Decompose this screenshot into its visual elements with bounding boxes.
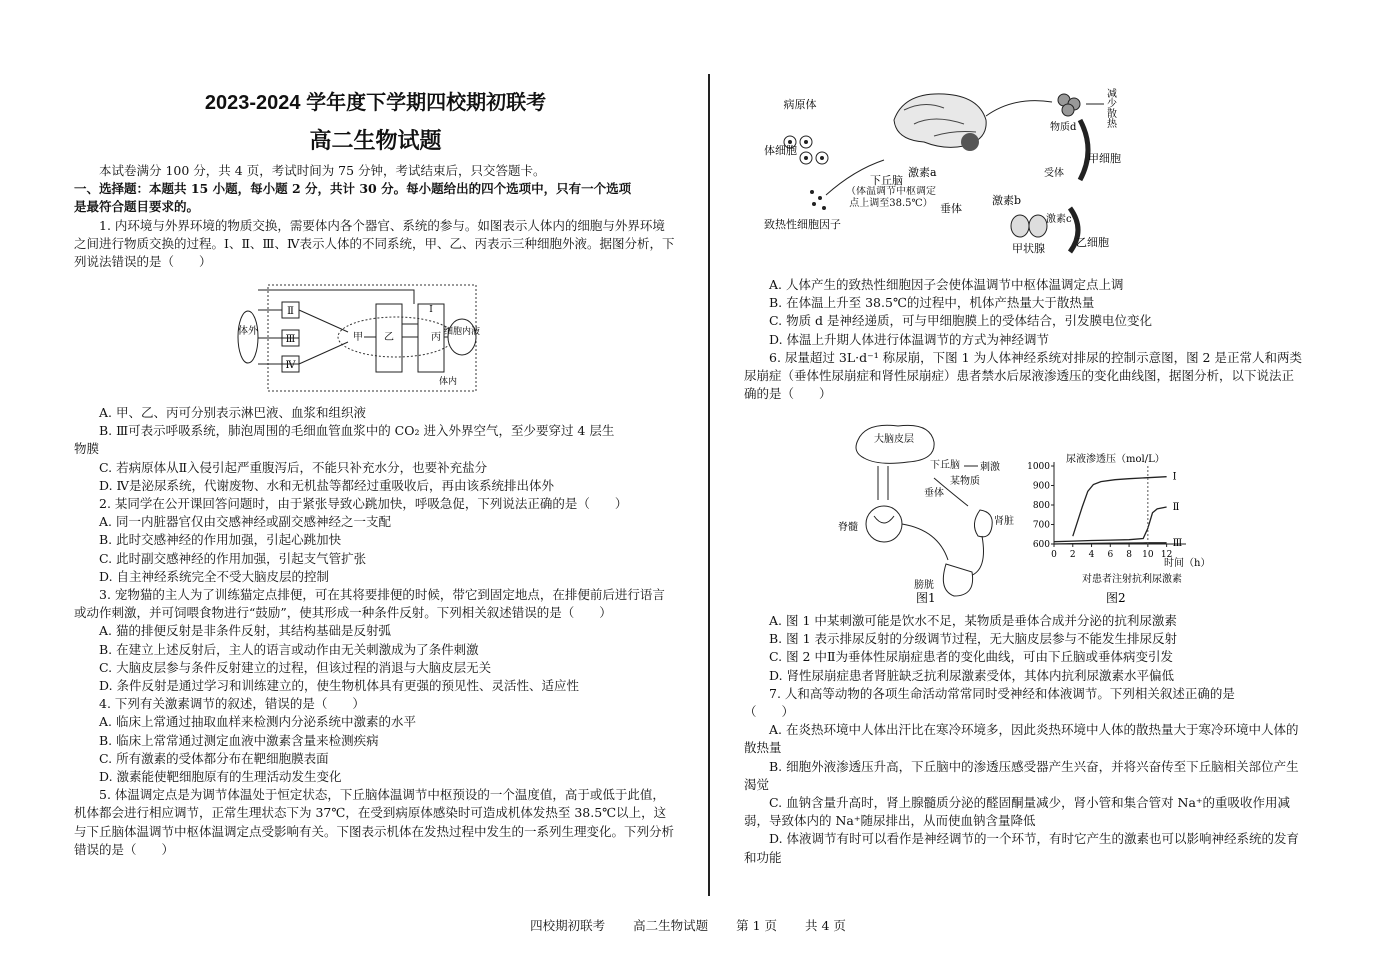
q1-q5-block <box>74 404 677 859</box>
cell-a-membrane <box>1080 120 1088 180</box>
y-tick-label: 900 <box>1032 481 1050 492</box>
hypothalamus-label: 下丘脑 <box>870 174 903 187</box>
q2-stem: 2. 某同学在公开课回答问题时，由于紧张导致心跳加快，呼吸急促，下列说法正确的是（ ） <box>99 496 628 512</box>
cell-b-label: 乙细胞 <box>1076 236 1109 249</box>
q3-option-c: C. 大脑皮层参与条件反射建立的过程，但该过程的消退与大脑皮层无关 <box>99 659 492 675</box>
x-tick-label: 0 <box>1051 550 1057 560</box>
q6-q7-block <box>744 612 1304 867</box>
stimulus-label: 刺激 <box>980 462 1000 473</box>
bladder-label: 膀胱 <box>914 580 934 591</box>
q6-stem: 6. 尿量超过 3L·d⁻¹ 称尿崩，下图 1 为人体神经系统对排尿的控制示意图，图 2 是正常人和两类尿崩症（垂体性尿崩症和肾性尿崩症）患者禁水后尿液渗透压的变化曲线图，据图分析，以下说法正确的是（ ） <box>744 349 1302 402</box>
series-line-2 <box>1054 507 1167 542</box>
bladder-icon <box>943 564 972 596</box>
cell-a-label: 甲细胞 <box>1088 152 1121 165</box>
q4-option-d: D. 激素能使靶细胞原有的生理活动发生变化 <box>99 769 342 785</box>
cortex-label: 大脑皮层 <box>874 434 914 445</box>
outside-label: 体外 <box>238 326 258 337</box>
hormone-b-label: 激素b <box>992 194 1022 207</box>
chart-ticks <box>1027 462 1172 560</box>
brain-to-target-arrow <box>986 101 1052 116</box>
q7-option-b: B. 细胞外液渗透压升高，下丘脑中的渗透压感受器产生兴奋，并将兴奋传至下丘脑相关部位产生渴觉 <box>744 758 1299 792</box>
q6-figure-2-chart <box>1026 448 1216 608</box>
q2-option-c: C. 此时副交感神经的作用加强，引起支气管扩张 <box>99 550 367 566</box>
exam-note: 本试卷满分 100 分，共 4 页，考试时间为 75 分钟，考试结束后，只交答题卡。 <box>99 163 546 178</box>
hypothalamus-note-box <box>846 186 936 234</box>
q1-option-a: A. 甲、乙、丙可分别表示淋巴液、血浆和组织液 <box>99 405 366 420</box>
q1-diagram <box>236 282 482 394</box>
fig2-caption: 图2 <box>1106 591 1126 605</box>
body-cell-label: 体细胞 <box>764 144 797 157</box>
top-arrow <box>258 290 414 304</box>
q6-option-c: C. 图 2 中Ⅱ为垂体性尿崩症患者的变化曲线，可由下丘脑或垂体病变引发 <box>769 649 1173 665</box>
hypothalamus-note: （体温调节中枢调定点上调至38.5℃） <box>846 186 936 209</box>
cells-label: 细胞内液 <box>443 327 481 337</box>
q1-option-c: C. 若病原体从Ⅱ入侵引起严重腹泻后，不能只补充水分，也要补充盐分 <box>99 459 488 475</box>
chart-lines <box>1054 466 1183 549</box>
q4-option-c: C. 所有激素的受体都分布在靶细胞膜表面 <box>99 750 329 766</box>
system-3-label: Ⅲ <box>285 334 296 345</box>
x-tick-label: 8 <box>1126 550 1132 560</box>
fluid-b-label: 乙 <box>384 332 394 343</box>
outside-ellipse <box>238 311 258 363</box>
q7-stem: 7. 人和高等动物的各项生命活动常常同时受神经和体液调节。下列相关叙述正确的是 <box>769 685 1235 701</box>
column-divider <box>708 74 710 896</box>
x-tick-label: 6 <box>1107 550 1114 560</box>
hypothalamus-label: 下丘脑 <box>930 460 960 471</box>
y-tick-label: 800 <box>1032 501 1050 511</box>
q3-option-b: B. 在建立上述反射后，主人的语言或动作由无关刺激成为了条件刺激 <box>99 641 479 657</box>
series-label-3: Ⅲ <box>1172 537 1183 549</box>
x-tick-label: 10 <box>1142 550 1154 560</box>
q4-stem: 4. 下列有关激素调节的叙述，错误的是（ ） <box>99 696 365 712</box>
footer-exam: 四校期初联考 <box>530 918 606 933</box>
q5-diagram <box>764 80 1134 260</box>
page-footer <box>0 916 1376 934</box>
chart-ylabel: 尿液渗透压（mol/L） <box>1066 454 1165 465</box>
pyrogen-label: 致热性细胞因子 <box>764 218 841 231</box>
q6-figure-1 <box>838 420 1024 610</box>
q2-option-b: B. 此时交感神经的作用加强，引起心跳加快 <box>99 532 342 548</box>
kidney-icon <box>974 510 992 537</box>
exam-title: 2023-2024 学年度下学期四校期初联考 <box>204 92 547 114</box>
q1-option-b: B. Ⅲ可表示呼吸系统，肺泡周围的毛细血管血浆中的 CO₂ 进入外界空气，至少要穿过 4 层生 <box>99 423 615 439</box>
q1-option-b-cont: 物膜 <box>74 441 100 457</box>
kidney-label: 肾脏 <box>994 516 1014 527</box>
ureter-lines <box>902 524 984 576</box>
q2-option-d: D. 自主神经系统完全不受大脑皮层的控制 <box>99 568 330 584</box>
q4-option-a: A. 临床上常通过抽取血样来检测内分泌系统中激素的水平 <box>99 714 416 730</box>
system-1-label: Ⅰ <box>429 305 433 315</box>
footer-total: 共 4 页 <box>804 918 846 933</box>
chart-annotation: 对患者注射抗利尿激素 <box>1082 574 1182 585</box>
series-label-2: Ⅱ <box>1172 501 1180 513</box>
q5-option-b: B. 在体温上升至 38.5℃的过程中，机体产热量大于散热量 <box>769 295 1095 311</box>
pituitary-label: 垂体 <box>940 202 962 215</box>
footer-subject: 高二生物试题 <box>633 918 709 933</box>
q3-stem: 3. 宠物猫的主人为了训练猫定点排便，可在其将要排便的时候，带它到固定地点，在排便前后进行语言或动作刺激，并可饲喂食物进行“鼓励”，使其形成一种条件反射。下列相关叙述错误的是（ ） <box>74 587 665 621</box>
receptor-label: 受体 <box>1044 168 1064 179</box>
q7-option-d: D. 体液调节有时可以看作是神经调节的一个环节，有时它产生的激素也可以影响神经系统的发育和功能 <box>744 831 1300 865</box>
q3-option-a: A. 猫的排便反射是非条件反射，其结构基础是反射弧 <box>99 623 391 639</box>
pituitary-label: 垂体 <box>924 488 944 499</box>
pathogen-label: 病原体 <box>783 98 817 111</box>
q6-option-b: B. 图 1 表示排尿反射的分级调节过程，无大脑皮层参与不能发生排尿反射 <box>769 631 1178 647</box>
q7-option-a: A. 在炎热环境中人体出汗比在寒冷环境多，因此炎热环境中人体的散热量大于寒冷环境中人体的散热量 <box>744 722 1299 756</box>
q7-option-c: C. 血钠含量升高时，肾上腺髓质分泌的醛固酮量减少，肾小管和集合管对 Na⁺的重吸收作用减弱，导致体内的 Na⁺随尿排出，从而使血钠含量降低 <box>744 795 1291 829</box>
q5-option-d: D. 体温上升期人体进行体温调节的方式为神经调节 <box>769 331 1050 347</box>
q4-option-b: B. 临床上常常通过测定血液中激素含量来检测疾病 <box>99 732 379 748</box>
footer-page: 第 1 页 <box>736 918 777 933</box>
section-heading: 一、选择题：本题共 15 小题，每小题 2 分，共计 30 分。每小题给出的四个选项中，只有一个选项 <box>74 181 632 197</box>
y-tick-label: 1000 <box>1027 462 1050 472</box>
spinal-cord-icon <box>866 506 902 542</box>
thyroid-label: 甲状腺 <box>1012 242 1045 255</box>
section-heading-cont: 是最符合题目要求的。 <box>74 199 200 215</box>
intro-block <box>74 162 677 271</box>
q5-option-a: A. 人体产生的致热性细胞因子会使体温调节中枢体温调定点上调 <box>769 277 1124 292</box>
q7-stem-cont: （ ） <box>744 704 795 720</box>
q1-option-d: D. Ⅳ是泌尿系统，代谢废物、水和无机盐等都经过重吸收后，再由该系统排出体外 <box>99 477 555 493</box>
inside-label: 体内 <box>438 377 458 387</box>
q6-option-a: A. 图 1 中某刺激可能是饮水不足，某物质是垂体合成并分泌的抗利尿激素 <box>769 613 1177 628</box>
system-2-label: Ⅱ <box>287 306 294 317</box>
q2-option-a: A. 同一内脏器官仅由交感神经或副交感神经之一支配 <box>99 514 391 530</box>
y-tick-label: 600 <box>1032 540 1050 550</box>
system-4-label: Ⅳ <box>285 360 296 371</box>
thyroid-icon <box>1011 215 1047 237</box>
q5-option-c: C. 物质 d 是神经递质，可与甲细胞膜上的受体结合，引发膜电位变化 <box>769 313 1153 329</box>
series-line-1 <box>1073 477 1167 537</box>
q6-option-d: D. 肾性尿崩症患者肾脏缺乏抗利尿激素受体，其体内抗利尿激素水平偏低 <box>769 667 1175 683</box>
reduce-heat-label: 减少散热 <box>1104 88 1116 128</box>
fluid-a-label: 甲 <box>353 332 363 343</box>
q5-q6-block <box>744 276 1304 403</box>
x-tick-label: 4 <box>1088 550 1095 560</box>
brain-icon <box>894 94 986 151</box>
chart-xlabel: 时间（h） <box>1164 558 1211 569</box>
q1-stem: 1. 内环境与外界环境的物质交换，需要体内各个器官、系统的参与。如图表示人体内的细胞与外界环境之间进行物质交换的过程。Ⅰ、Ⅱ、Ⅲ、Ⅳ表示人体的不同系统，甲、乙、丙表示三种细胞外液。据图分析，下列说法错误的是（ ） <box>74 217 675 270</box>
cells-ellipse <box>448 319 476 355</box>
hormone-c-label: 激素c <box>1046 214 1072 225</box>
substance-label: 某物质 <box>950 476 980 487</box>
hormone-a-label: 激素a <box>908 166 937 179</box>
x-tick-label: 2 <box>1069 550 1076 560</box>
q3-option-d: D. 条件反射是通过学习和训练建立的，使生物机体具有更强的预见性、灵活性、适应性 <box>99 678 580 694</box>
pyrogen-dots <box>810 190 826 210</box>
substance-d-label: 物质d <box>1050 122 1077 133</box>
spinal-label: 脊髓 <box>838 522 858 533</box>
gland-icon <box>1058 94 1080 116</box>
q5-stem: 5. 体温调定点是为调节体温处于恒定状态，下丘脑体温调节中枢预设的一个温度值，高于或低于此值，机体都会进行相应调节，正常生理状态下为 37℃，在受到病原体感染时可造成机体发热至 38.5℃以上，这与下丘脑体温调节中枢体温调定点受影响有关。下图表示机体在发热过程中发生的一系列生理变化。下列分析错误的是（ ） <box>74 787 675 857</box>
series-label-1: Ⅰ <box>1172 471 1177 483</box>
fluid-c-label: 丙 <box>431 332 441 343</box>
subject-title: 高二生物试题 <box>309 129 442 154</box>
fig1-caption: 图1 <box>916 591 936 605</box>
y-tick-label: 700 <box>1032 520 1050 531</box>
x-tick-label: 12 <box>1160 550 1173 560</box>
